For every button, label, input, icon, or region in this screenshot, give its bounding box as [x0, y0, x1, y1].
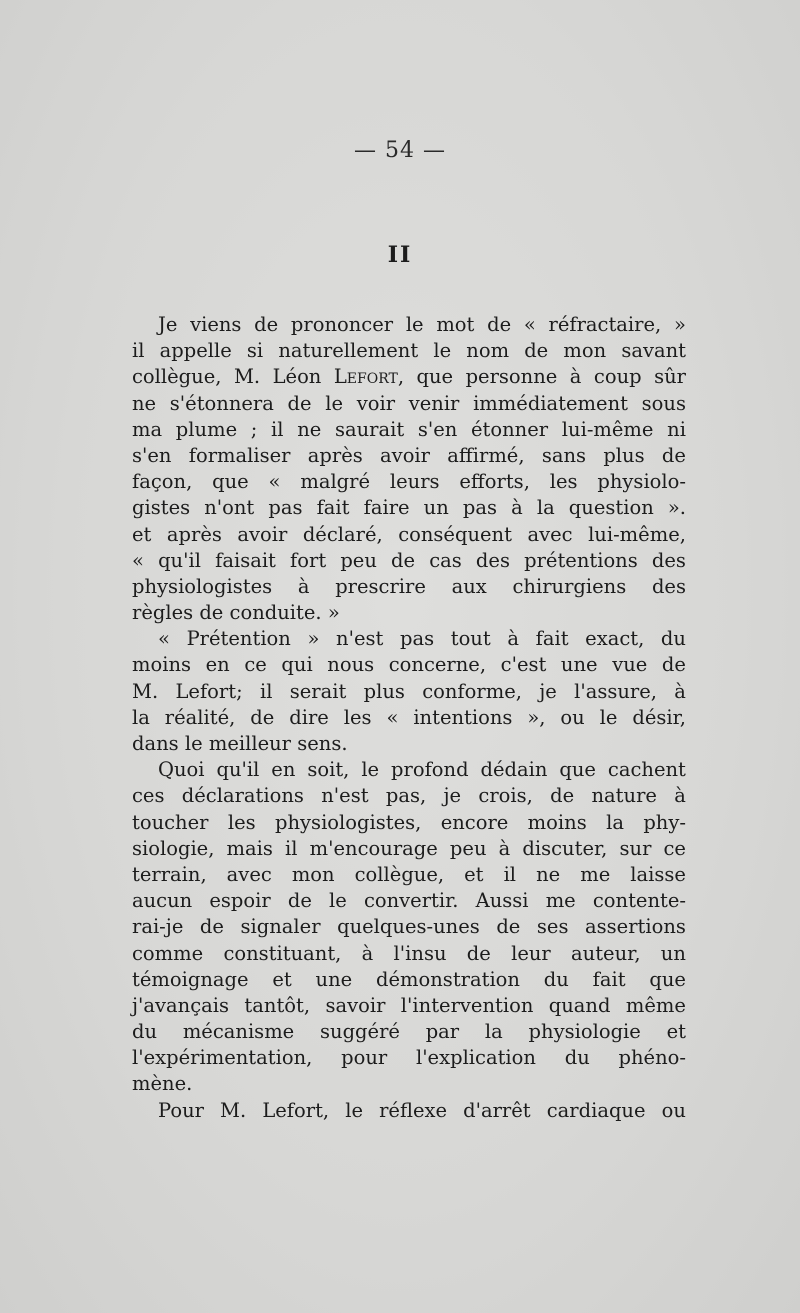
text-line: Je viens de prononcer le mot de « réfractaire, »: [158, 313, 686, 336]
text-line: terrain, avec mon collègue, et il ne me laisse: [132, 862, 686, 886]
text-line: ces déclarations n'est pas, je crois, de nature à: [132, 784, 686, 808]
text-line: « Prétention » n'est pas tout à fait exact, du: [158, 627, 686, 651]
text-line: ne s'étonnera de le voir venir immédiatement sous: [132, 391, 686, 415]
text-line: ma plume ; il ne saurait s'en étonner lui-même ni: [132, 417, 686, 441]
text-line: « qu'il faisait fort peu de cas des prétentions des: [132, 548, 686, 572]
text-line: Pour M. Lefort, le réflexe d'arrêt cardiaque ou: [158, 1098, 686, 1122]
text-line: règles de conduite. »: [132, 601, 340, 625]
text-line: rai-je de signaler quelques-unes de ses assertions: [132, 915, 686, 939]
text-line: j'avançais tantôt, savoir l'intervention quand même: [132, 993, 686, 1017]
page-number-header: — 54 —: [354, 138, 446, 163]
text-line: comme constituant, à l'insu de leur auteur, un: [132, 941, 686, 965]
text-line: Quoi qu'il en soit, le profond dédain que cachent: [158, 758, 686, 782]
text-line: gistes n'ont pas fait faire un pas à la question ».: [132, 496, 686, 520]
text-line: siologie, mais il m'encourage peu à discuter, sur ce: [132, 836, 686, 860]
text-line: M. Lefort; il serait plus conforme, je l'assure, à: [132, 679, 686, 703]
text-line: témoignage et une démonstration du fait que: [132, 967, 686, 991]
text-line: il appelle si naturellement le nom de mon savant: [132, 339, 686, 363]
text-line: moins en ce qui nous concerne, c'est une vue de: [132, 653, 686, 677]
body-text: [132, 312, 686, 1124]
section-heading: II: [387, 242, 413, 268]
text-line: la réalité, de dire les « intentions », ou le désir,: [132, 705, 686, 729]
text-line: collègue, M. Léon Lefort, que personne à coup sûr: [132, 365, 686, 389]
text-line: l'expérimentation, pour l'explication du phéno-: [132, 1046, 686, 1070]
text-line: et après avoir déclaré, conséquent avec lui-même,: [132, 522, 686, 546]
text-line: mène.: [132, 1072, 193, 1096]
text-line: façon, que « malgré leurs efforts, les physiolo-: [132, 470, 686, 494]
text-line: dans le meilleur sens.: [132, 732, 348, 755]
text-line: aucun espoir de le convertir. Aussi me contente-: [132, 889, 686, 913]
text-line: s'en formaliser après avoir affirmé, sans plus de: [132, 443, 686, 467]
text-line: du mécanisme suggéré par la physiologie et: [132, 1020, 686, 1044]
text-line: physiologistes à prescrire aux chirurgiens des: [132, 574, 686, 598]
text-line: toucher les physiologistes, encore moins la phy-: [132, 810, 686, 834]
